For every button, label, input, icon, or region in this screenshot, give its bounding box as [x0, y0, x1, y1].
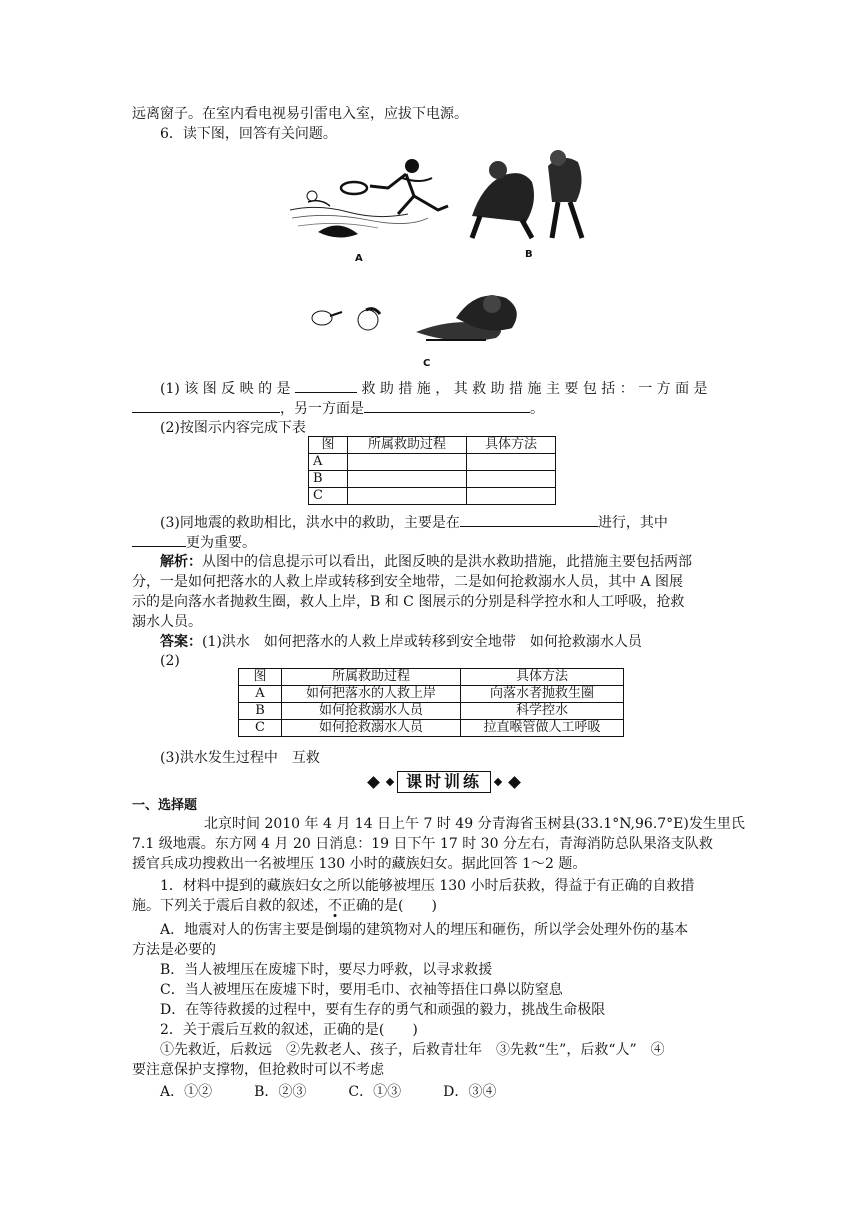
table-cell: C: [309, 488, 348, 505]
question-6-part-3-line-1: [160, 512, 760, 533]
answer-table: [238, 668, 624, 737]
answer-label: 答案：: [160, 634, 202, 650]
table-row: [309, 488, 556, 505]
table-cell: 向落水者抛救生圈: [461, 686, 624, 703]
table-cell: B: [239, 703, 282, 720]
q1-option-c[interactable]: C．当人被埋压在废墟下时，要用毛巾、衣袖等捂住口鼻以防窒息: [160, 982, 563, 998]
question-6-part-1-line-2: [132, 398, 732, 419]
diamond-icon: [508, 776, 521, 789]
q6-1-text-c: ，另一方面是: [280, 401, 364, 417]
figure-label-a: A: [355, 253, 363, 264]
analysis-line-3: 示的是向落水者抛救生圈，救人上岸，B 和 C 图展示的分别是科学控水和人工呼吸，抢救: [132, 594, 685, 610]
table-header: 具体方法: [467, 437, 556, 454]
table-cell: 如何把落水的人救上岸: [282, 686, 461, 703]
table-cell: 如何抢救溺水人员: [282, 703, 461, 720]
analysis-line-1: [160, 552, 760, 572]
question-6-part-2: (2)按图示内容完成下表: [160, 420, 306, 436]
table-header: 具体方法: [461, 669, 624, 686]
material-line-1: 北京时间 2010 年 4 月 14 日上午 7 时 49 分青海省玉树县(33.1°N,96.7°E)发生里氏: [204, 816, 745, 832]
intro-line: 远离窗子。在室内看电视易引雷电入室，应拔下电源。: [132, 106, 468, 122]
answer-line-3: (3)洪水发生过程中 互救: [160, 750, 320, 766]
figure-a-illustration: [288, 148, 458, 248]
material-line-3: 援官兵成功搜救出一名被埋压 130 小时的藏族妇女。据此回答 1～2 题。: [132, 856, 587, 872]
analysis-line-2: 分，一是如何把落水的人救上岸或转移到安全地带，二是如何抢救溺水人员，其中 A 图展: [132, 574, 684, 590]
table-cell-input[interactable]: [348, 488, 467, 505]
question-2-statements-line-2: 要注意保护支撑物，但抢救时可以不考虑: [132, 1062, 384, 1078]
table-row: [309, 454, 556, 471]
section-heading: 一、选择题: [132, 798, 198, 813]
figure-c-illustration: [306, 288, 538, 350]
q6-3-text-a: (3)同地震的救助相比，洪水中的救助，主要是在: [160, 515, 460, 531]
q6-1-blank-1[interactable]: [295, 378, 357, 393]
table-cell: A: [239, 686, 282, 703]
table-cell: 如何抢救溺水人员: [282, 720, 461, 737]
table-header: 图: [239, 669, 282, 686]
emphasis-not: 不: [328, 898, 342, 914]
answer-line-1: [160, 632, 760, 652]
table-cell-input[interactable]: [348, 471, 467, 488]
question-2-options[interactable]: A．①② B．②③ C．①③ D．③④: [160, 1084, 497, 1100]
question-2-stem: 2．关于震后互救的叙述，正确的是( ): [160, 1022, 418, 1038]
analysis-text: 从图中的信息提示可以看出，此图反映的是洪水救助措施，此措施主要包括两部: [202, 554, 692, 570]
diamond-icon: [494, 778, 502, 786]
figure-label-b: B: [525, 249, 533, 260]
question-1-line-2: [132, 896, 732, 916]
banner-title: 课时训练: [397, 771, 491, 793]
table-cell: C: [239, 720, 282, 737]
question-6-part-3-line-2: [132, 532, 732, 553]
q1-option-b[interactable]: B．当人被埋压在废墟下时，要尽力呼救，以寻求救援: [160, 962, 493, 978]
q6-3-blank-2[interactable]: [132, 532, 186, 547]
q1-option-a-line-1[interactable]: A．地震对人的伤害主要是倒塌的建筑物对人的埋压和砸伤，所以学会处理外伤的基本: [160, 922, 689, 938]
q6-1-blank-3[interactable]: [364, 398, 530, 413]
q1-option-d[interactable]: D．在等待救援的过程中，要有生存的勇气和顽强的毅力，挑战生命极限: [160, 1002, 606, 1018]
q6-1-text-b: 救 助 措 施 ， 其 救 助 措 施 主 要 包 括 ： 一 方 面 是: [361, 381, 708, 397]
question-6-prompt: 6．读下图，回答有关问题。: [160, 126, 337, 142]
q6-1-text-a: (1) 该 图 反 映 的 是: [160, 381, 291, 397]
table-header: 图: [309, 437, 348, 454]
q6-1-blank-2[interactable]: [132, 398, 280, 413]
blank-answer-table: [308, 436, 556, 505]
table-cell-input[interactable]: [348, 454, 467, 471]
section-banner: [364, 770, 524, 794]
q6-1-text-d: 。: [530, 401, 544, 417]
answer-line-2: (2): [160, 653, 180, 669]
table-row: [239, 720, 624, 737]
table-row: [239, 703, 624, 720]
q1-stem-text: 施。下列关于震后自救的叙述，: [132, 898, 328, 914]
table-cell: B: [309, 471, 348, 488]
table-cell-input[interactable]: [467, 488, 556, 505]
q6-3-blank-1[interactable]: [460, 512, 598, 527]
q6-3-text-b: 进行，其中: [597, 515, 668, 531]
analysis-line-4: 溺水人员。: [132, 614, 202, 630]
answer-text: (1)洪水 如何把落水的人救上岸或转移到安全地带 如何抢救溺水人员: [202, 634, 642, 650]
q6-3-text-c: 更为重要。: [186, 535, 256, 551]
table-row: [239, 686, 624, 703]
figure-b-illustration: [462, 146, 602, 246]
q1-option-a-line-2[interactable]: 方法是必要的: [132, 942, 216, 958]
q1-stem-end: 正确的是( ): [342, 898, 437, 914]
diamond-icon: [386, 778, 394, 786]
table-cell-input[interactable]: [467, 471, 556, 488]
material-line-2: 7.1 级地震。东方网 4 月 20 日消息：19 日下午 17 时 30 分左右，青海消防总队果洛支队救: [132, 836, 713, 852]
question-6-part-1-line-1: [160, 378, 732, 399]
diamond-icon: [367, 776, 380, 789]
question-1-line-1: 1．材料中提到的藏族妇女之所以能够被埋压 130 小时后获救，得益于有正确的自救措: [160, 878, 695, 894]
analysis-label: 解析：: [160, 554, 202, 570]
table-header-row: [239, 669, 624, 686]
table-header: 所属救助过程: [348, 437, 467, 454]
table-cell: 科学控水: [461, 703, 624, 720]
question-2-statements-line-1: ①先救近，后救远 ②先救老人、孩子，后救青壮年 ③先救“生”，后救“人” ④: [160, 1042, 665, 1058]
table-header-row: [309, 437, 556, 454]
table-cell-input[interactable]: [467, 454, 556, 471]
table-row: [309, 471, 556, 488]
figure-label-c: C: [423, 358, 431, 369]
table-cell: 拉直喉管做人工呼吸: [461, 720, 624, 737]
table-cell: A: [309, 454, 348, 471]
table-header: 所属救助过程: [282, 669, 461, 686]
